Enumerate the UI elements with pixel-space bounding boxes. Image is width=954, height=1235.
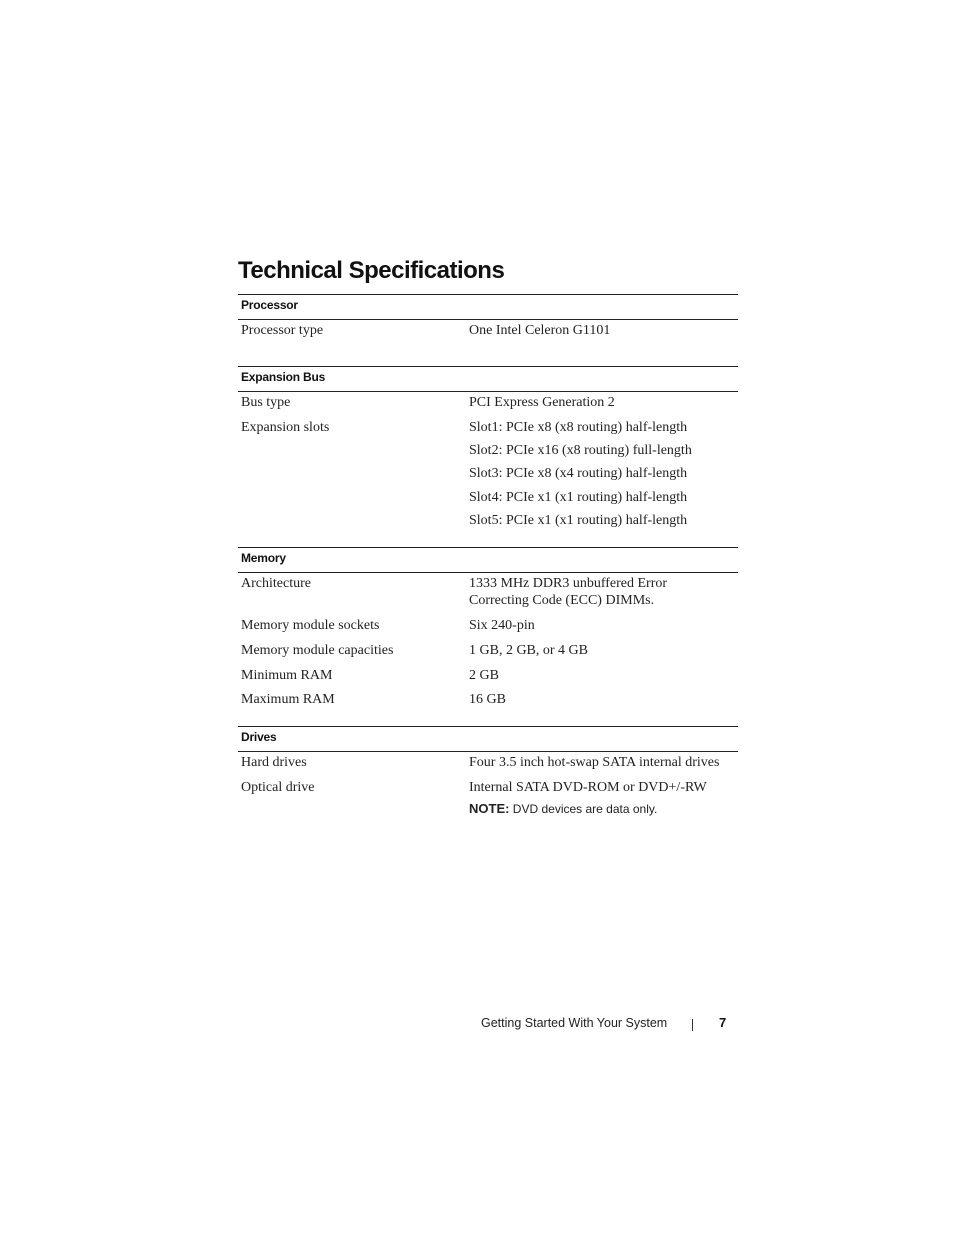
spec-label-hard-drives: Hard drives (241, 755, 307, 770)
spec-value-slot4: Slot4: PCIe x1 (x1 routing) half-length (469, 490, 688, 505)
spec-value-hard-drives: Four 3.5 inch hot-swap SATA internal drives (469, 755, 720, 770)
spec-value-bus-type: PCI Express Generation 2 (469, 395, 615, 410)
spec-label-expansion-slots: Expansion slots (241, 420, 330, 435)
spec-value-memory-module-capacities: 1 GB, 2 GB, or 4 GB (469, 643, 589, 658)
page-number: 7 (719, 1015, 727, 1030)
section-heading-label: Drives (241, 730, 277, 744)
spec-value-optical-drive: Internal SATA DVD-ROM or DVD+/-RW (469, 780, 707, 795)
note-text: DVD devices are data only. (512, 802, 658, 816)
note-label: NOTE: (469, 801, 510, 816)
spec-label-maximum-ram: Maximum RAM (241, 692, 335, 707)
section-heading-label: Expansion Bus (241, 370, 326, 384)
spec-value-slot5: Slot5: PCIe x1 (x1 routing) half-length (469, 513, 688, 528)
spec-label-memory-module-sockets: Memory module sockets (241, 618, 380, 633)
spec-value-maximum-ram: 16 GB (469, 692, 506, 707)
footer-separator (692, 1019, 693, 1031)
spec-value-architecture-line2: Correcting Code (ECC) DIMMs. (469, 593, 655, 608)
note (469, 801, 657, 816)
spec-label-optical-drive: Optical drive (241, 780, 315, 795)
section-heading-label: Processor (241, 298, 298, 312)
spec-value-slot3: Slot3: PCIe x8 (x4 routing) half-length (469, 466, 688, 481)
section-heading-processor (238, 294, 738, 320)
spec-label-architecture: Architecture (241, 576, 311, 591)
section-heading-label: Memory (241, 551, 286, 565)
spec-value-minimum-ram: 2 GB (469, 668, 499, 683)
spec-value-processor-type: One Intel Celeron G1101 (469, 323, 611, 338)
spec-label-bus-type: Bus type (241, 395, 291, 410)
section-heading-expansion-bus (238, 366, 738, 392)
spec-label-minimum-ram: Minimum RAM (241, 668, 333, 683)
footer-text: Getting Started With Your System (481, 1016, 668, 1030)
section-heading-drives (238, 726, 738, 752)
spec-value-architecture-line1: 1333 MHz DDR3 unbuffered Error (469, 576, 668, 591)
spec-value-slot2: Slot2: PCIe x16 (x8 routing) full-length (469, 443, 692, 458)
page-title: Technical Specifications (238, 257, 505, 284)
spec-label-processor-type: Processor type (241, 323, 324, 338)
spec-value-memory-module-sockets: Six 240-pin (469, 618, 535, 633)
spec-label-memory-module-capacities: Memory module capacities (241, 643, 394, 658)
section-heading-memory (238, 547, 738, 573)
spec-value-slot1: Slot1: PCIe x8 (x8 routing) half-length (469, 420, 688, 435)
